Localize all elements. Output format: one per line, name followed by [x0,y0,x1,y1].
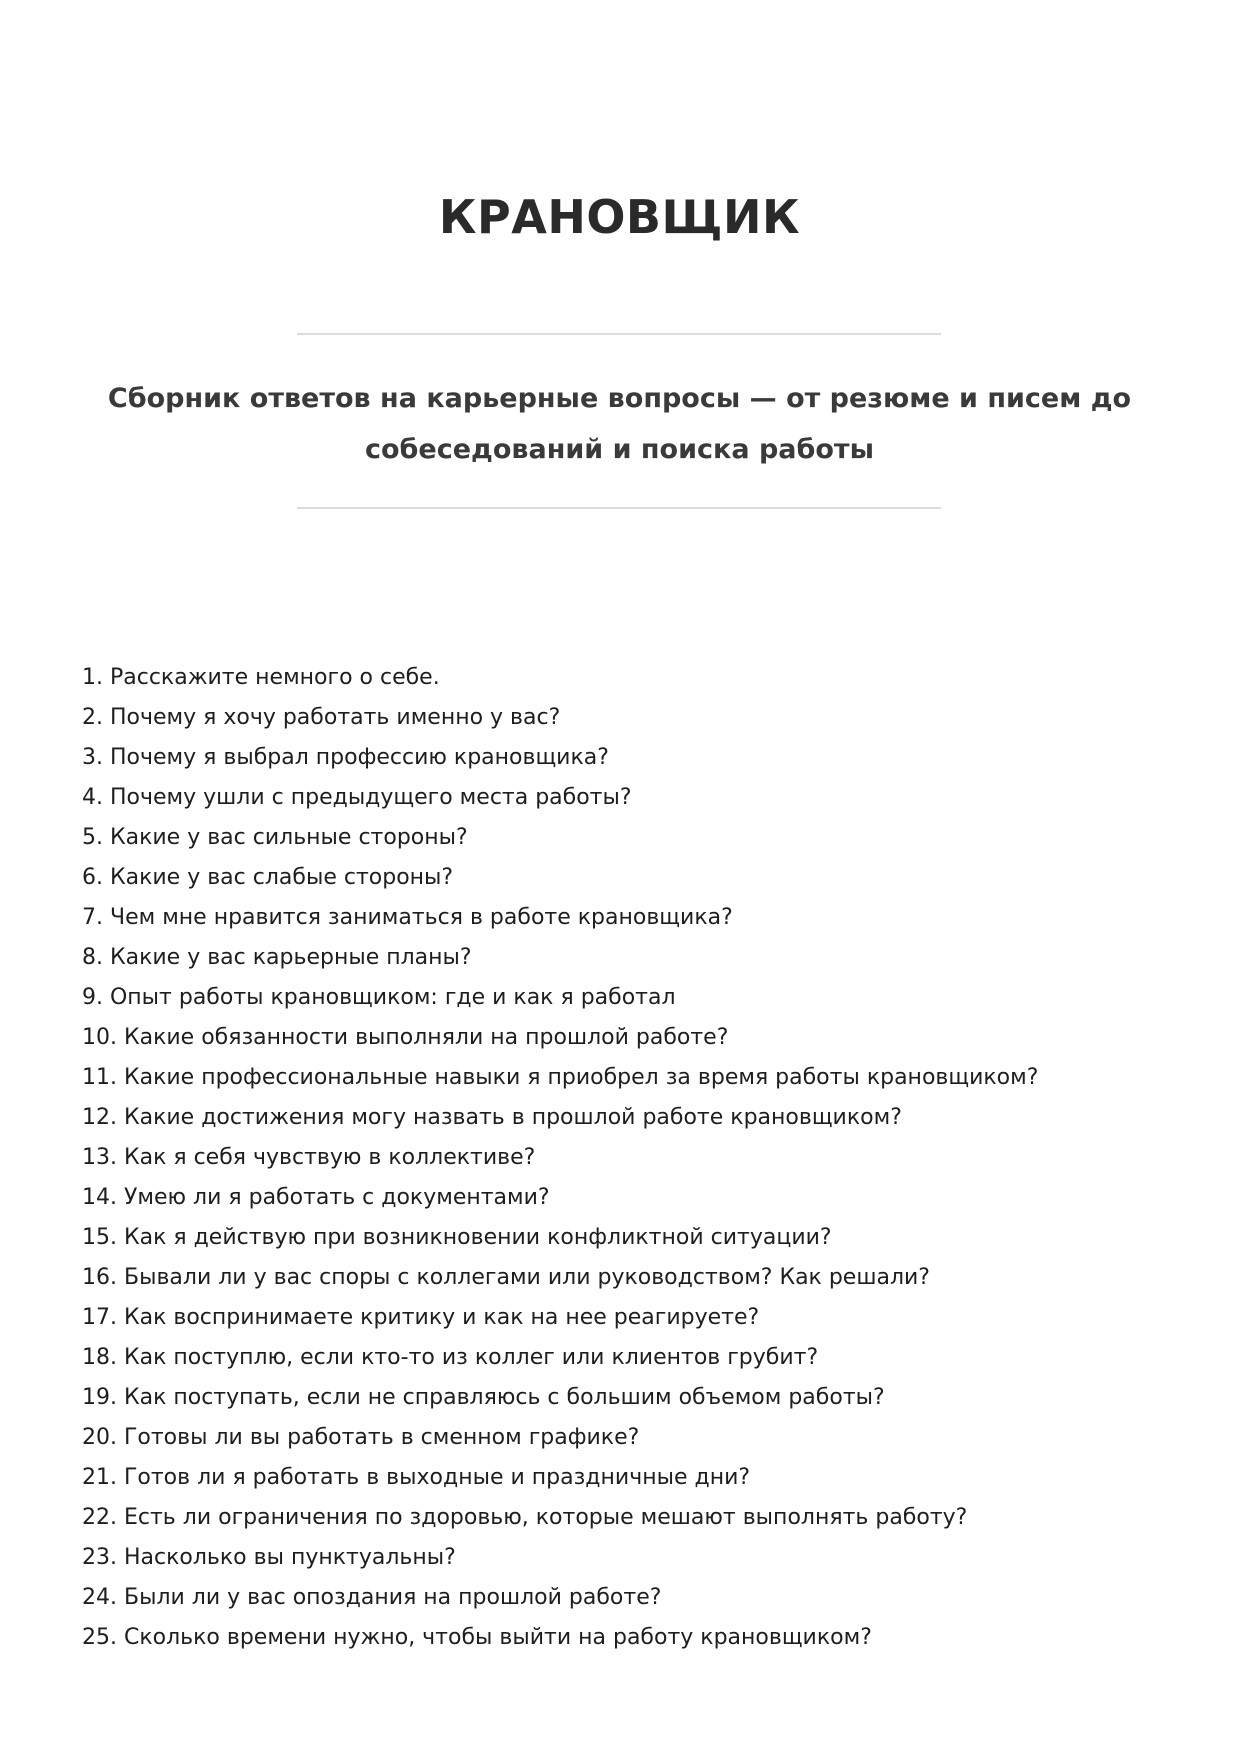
question-item: 3. Почему я выбрал профессию крановщика? [82,745,609,770]
page-title: КРАНОВЩИК [438,190,801,244]
question-item: 22. Есть ли ограничения по здоровью, которые мешают выполнять работу? [82,1505,968,1530]
question-item: 23. Насколько вы пунктуальны? [82,1545,456,1570]
question-item: 8. Какие у вас карьерные планы? [82,945,472,970]
divider-top [297,333,941,335]
question-item: 19. Как поступать, если не справляюсь с большим объемом работы? [82,1385,885,1410]
page-subtitle: Сборник ответов на карьерные вопросы — от резюме и писем до собеседований и поиска работы [107,383,1132,465]
question-item: 6. Какие у вас слабые стороны? [82,865,454,890]
question-item: 12. Какие достижения могу назвать в прошлой работе крановщиком? [82,1105,902,1130]
question-item: 18. Как поступлю, если кто-то из коллег или клиентов грубит? [82,1345,819,1370]
question-item: 9. Опыт работы крановщиком: где и как я работал [82,985,676,1010]
question-item: 11. Какие профессиональные навыки я приобрел за время работы крановщиком? [82,1065,1039,1090]
question-item: 15. Как я действую при возникновении конфликтной ситуации? [82,1225,832,1250]
question-item: 14. Умею ли я работать с документами? [82,1185,550,1210]
question-item: 13. Как я себя чувствую в коллективе? [82,1145,536,1170]
question-item: 16. Бывали ли у вас споры с коллегами или руководством? Как решали? [82,1265,930,1290]
question-item: 17. Как воспринимаете критику и как на нее реагируете? [82,1305,760,1330]
questions-list [82,658,1162,1658]
question-item: 21. Готов ли я работать в выходные и праздничные дни? [82,1465,751,1490]
divider-bottom [297,507,941,509]
question-item: 25. Сколько времени нужно, чтобы выйти на работу крановщиком? [82,1625,872,1650]
question-item: 4. Почему ушли с предыдущего места работы? [82,785,632,810]
question-item: 1. Расскажите немного о себе. [82,665,440,690]
question-item: 5. Какие у вас сильные стороны? [82,825,468,850]
question-item: 20. Готовы ли вы работать в сменном графике? [82,1425,640,1450]
question-item: 10. Какие обязанности выполняли на прошлой работе? [82,1025,729,1050]
question-item: 7. Чем мне нравится заниматься в работе крановщика? [82,905,733,930]
question-item: 24. Были ли у вас опоздания на прошлой работе? [82,1585,662,1610]
question-item: 2. Почему я хочу работать именно у вас? [82,705,561,730]
